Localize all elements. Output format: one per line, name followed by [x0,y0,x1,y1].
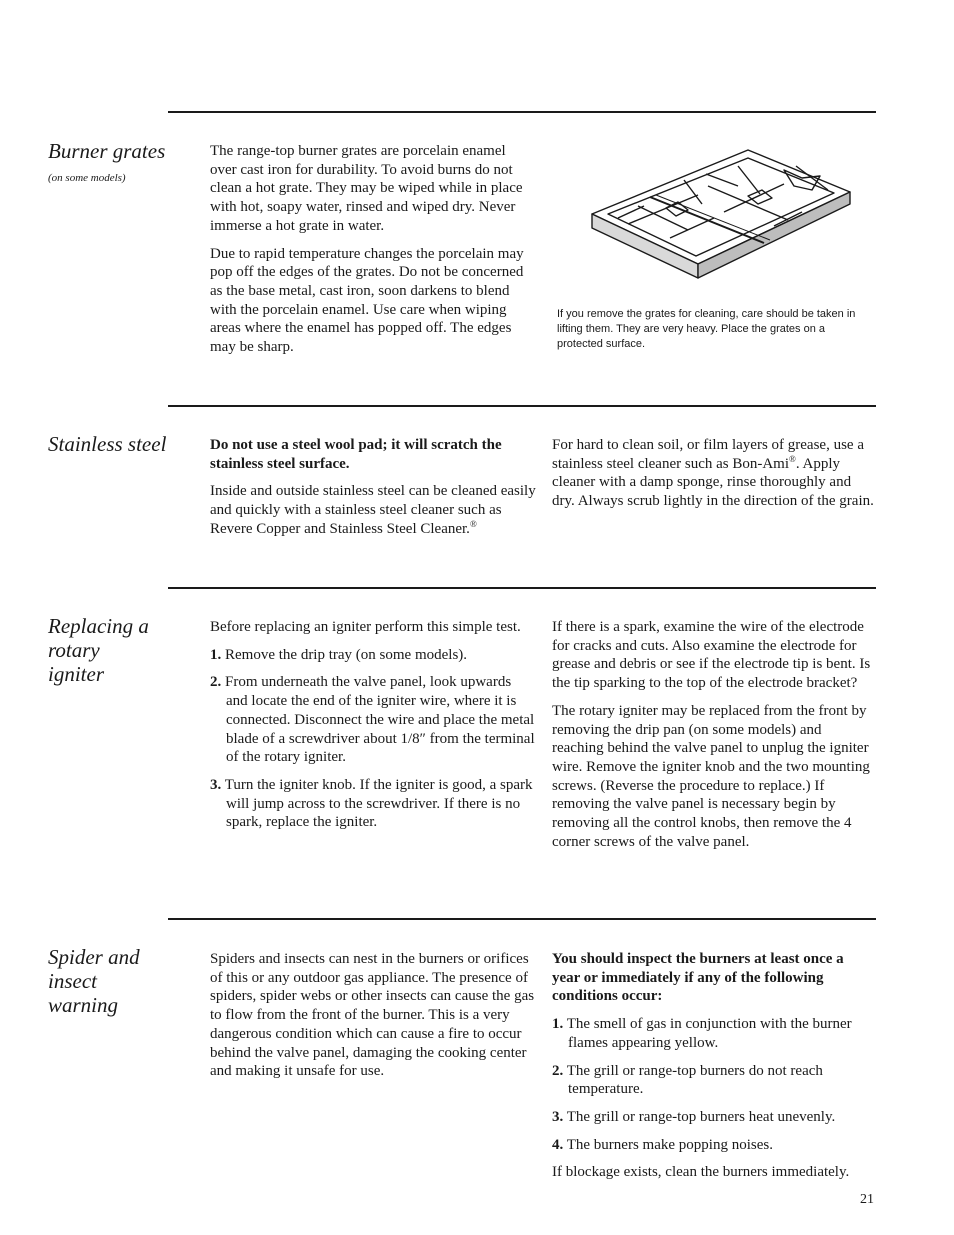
warning-text: Do not use a steel wool pad; it will scratch the stainless steel surface. [210,437,502,472]
paragraph: The range-top burner grates are porcelain enamel over cast iron for durability. To avoid burns do not clean a hot grate. They may be wiped while in place with hot, soapy water, rinsed and wiped dry. Never immerse a hot grate in water. [210,143,523,234]
item-number: 3. [210,776,222,793]
stainless-steel-left [210,436,536,548]
burner-grates-text [210,142,536,366]
stainless-steel-right [552,436,874,520]
list-item [552,1136,874,1155]
list-item [552,1108,874,1127]
section-divider [168,587,876,589]
burner-grate-illustration [588,146,852,286]
heading-note: (on some models) [48,172,126,184]
page-number: 21 [860,1192,874,1207]
list-item [552,1015,874,1052]
section-divider [168,405,876,407]
item-number: 2. [210,674,222,691]
item-text: Remove the drip tray (on some models). [225,646,468,663]
grate-caption: If you remove the grates for cleaning, care should be taken in lifting them. They are very heavy. Place the grates on a protected surface. [557,308,856,350]
item-text: The burners make popping noises. [566,1136,773,1153]
paragraph: Before replacing an igniter perform this simple test. [210,619,521,635]
item-number: 1. [552,1016,564,1033]
item-number: 4. [552,1136,564,1153]
heading-text: Burner grates [48,139,166,163]
section-divider [168,918,876,920]
list-item [210,646,536,665]
paragraph: If there is a spark, examine the wire of the electrode for cracks and cuts. Also examine the electrode for grease and debris or see if the electrode tip is bent. Is the tip sparking to the top of the electrode bracket? [552,619,871,692]
section-divider [168,111,876,113]
paragraph-text: For hard to clean soil, or film layers of grease, use a stainless steel cleaner such as Bon-Ami [552,437,864,472]
item-number: 2. [552,1062,564,1079]
inspect-text: You should inspect the burners at least once a year or immediately if any of the following conditions occur: [552,951,844,1005]
igniter-right [552,618,874,860]
registered-mark: ® [789,453,796,464]
item-text: Turn the igniter knob. If the igniter is good, a spark will jump across to the screwdriver. If there is no spark, replace the igniter. [224,776,533,831]
paragraph: If blockage exists, clean the burners immediately. [552,1164,850,1181]
item-number: 1. [210,646,222,663]
list-item [210,673,536,767]
stainless-steel-heading: Stainless steel [48,432,167,456]
paragraph-text: . Apply cleaner with a damp sponge, rinse thoroughly and dry. Always scrub lightly in the direction of the grain. [552,455,874,510]
registered-mark: ® [469,518,477,529]
item-number: 3. [552,1108,564,1125]
paragraph: Spiders and insects can nest in the burners or orifices of this or any outdoor gas appliance. The presence of spiders, spider webs or other insects can cause the gas to flow from the front of the burner. This is a very dangerous condition which can cause a fire to occur behind the valve panel, damaging the cooking center and making it unsafe for use. [210,951,535,1080]
burner-grates-heading [48,139,178,185]
igniter-heading: Replacing a rotary igniter [48,614,149,686]
paragraph [210,482,536,538]
paragraph: Due to rapid temperature changes the porcelain may pop off the edges of the grates. Do not be concerned as the base metal, cast iron, soon darkens to blend with the porcelain enamel. Use care when wiping areas where the enamel has popped off. The edges may be sharp. [210,245,524,356]
paragraph: The rotary igniter may be replaced from the front by removing the drip pan (on some models) and reaching behind the valve panel to unplug the igniter wire. Remove the igniter knob and the two mounting screws. (Reverse the procedure to replace.) If removing the valve panel is necessary begin by removing all the control knobs, then remove the 4 corner screws of the valve panel. [552,702,870,850]
item-text: From underneath the valve panel, look upwards and locate the end of the igniter wire, where it is connected. Disconnect the wire and place the metal blade of a screwdriver about 1/8″ from the terminal of the rotary igniter. [225,674,535,766]
spider-left [210,950,536,1090]
list-item [552,1062,874,1099]
item-text: The grill or range-top burners do not reach temperature. [566,1062,823,1098]
paragraph [552,436,874,511]
paragraph-text: Inside and outside stainless steel can be cleaned easily and quickly with a stainless steel cleaner such as Revere Copper and Stainless Steel Cleaner. [210,483,536,537]
spider-right [552,950,874,1191]
item-text: The smell of gas in conjunction with the burner flames appearing yellow. [566,1016,852,1051]
list-item [210,776,536,832]
item-text: The grill or range-top burners heat unevenly. [566,1108,836,1125]
spider-heading: Spider and insect warning [48,945,140,1017]
igniter-left [210,618,536,841]
